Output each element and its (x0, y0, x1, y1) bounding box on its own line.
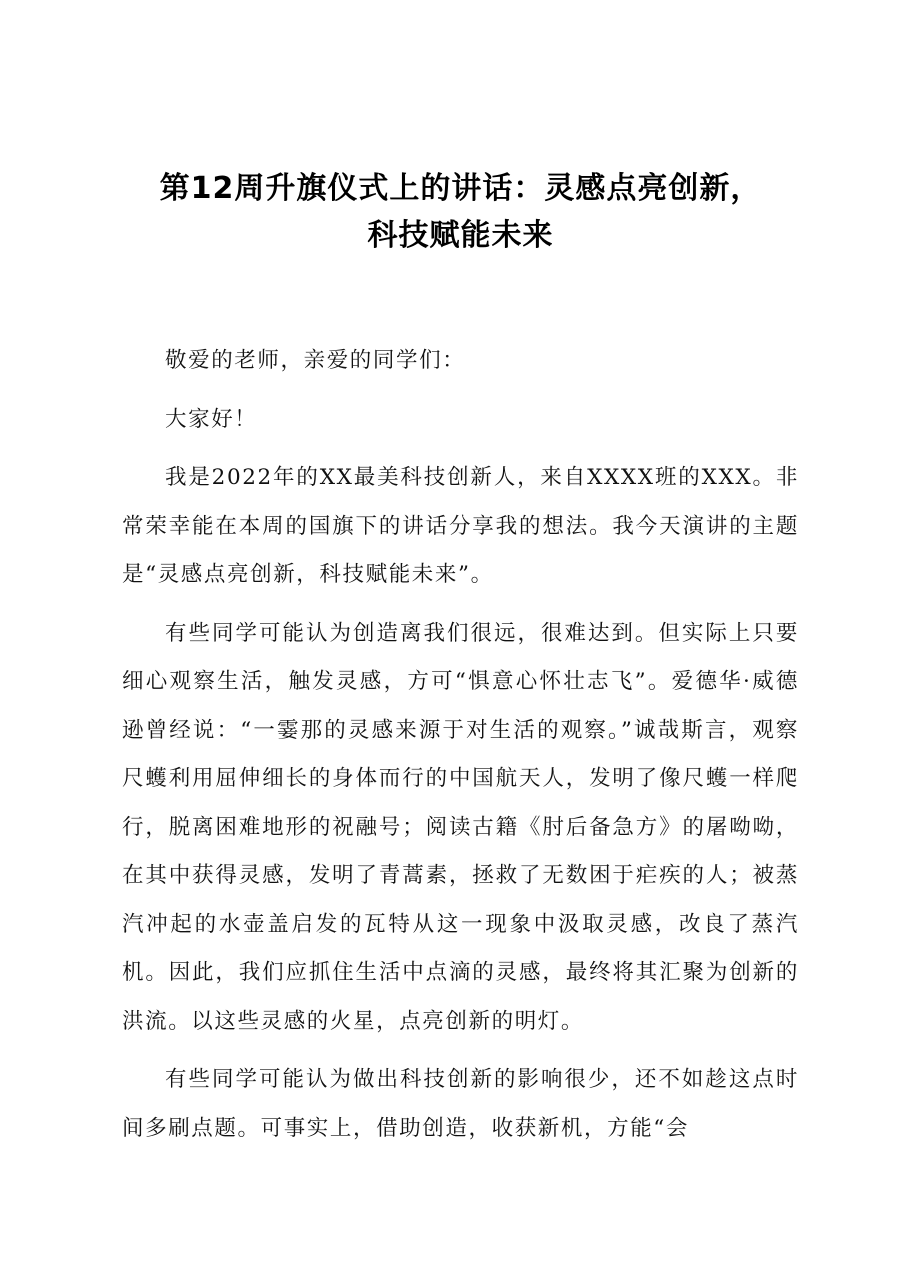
title-line-1: 第12周升旗仪式上的讲话：灵感点亮创新， (159, 171, 762, 206)
document-body (122, 337, 799, 1153)
document-title (122, 165, 799, 259)
title-line-2: 科技赋能未来 (367, 218, 554, 253)
salutation: 敬爱的老师，亲爱的同学们： (165, 348, 466, 373)
paragraph-intro: 我是2022年的XX最美科技创新人，来自XXXX班的XXX。非常荣幸能在本周的国旗下的讲话分享我的想法。我今天演讲的主题是“灵感点亮创新，科技赋能未来”。 (122, 465, 799, 587)
greeting: 大家好！ (165, 406, 258, 432)
paragraph-innovation: 有些同学可能认为做出科技创新的影响很少，还不如趁这点时间多刷点题。可事实上，借助创造，收获新机，方能“会 (122, 1067, 799, 1141)
paragraph-inspiration: 有些同学可能认为创造离我们很远，很难达到。但实际上只要细心观察生活，触发灵感，方可“惧意心怀壮志飞”。爱德华·威德逊曾经说：“一霎那的灵感来源于对生活的观察。”诚哉斯言，观察尺蠖利用屈伸细长的身体而行的中国航天人，发明了像尺蠖一样爬行，脱离困难地形的祝融号；阅读古籍《肘后备急方》的屠呦呦，在其中获得灵感，发明了青蒿素，拯救了无数困于疟疾的人；被蒸汽冲起的水壶盖启发的瓦特从这一现象中汲取灵感，改良了蒸汽机。因此，我们应抓住生活中点滴的灵感，最终将其汇聚为创新的洪流。以这些灵感的火星，点亮创新的明灯。 (122, 620, 799, 1034)
